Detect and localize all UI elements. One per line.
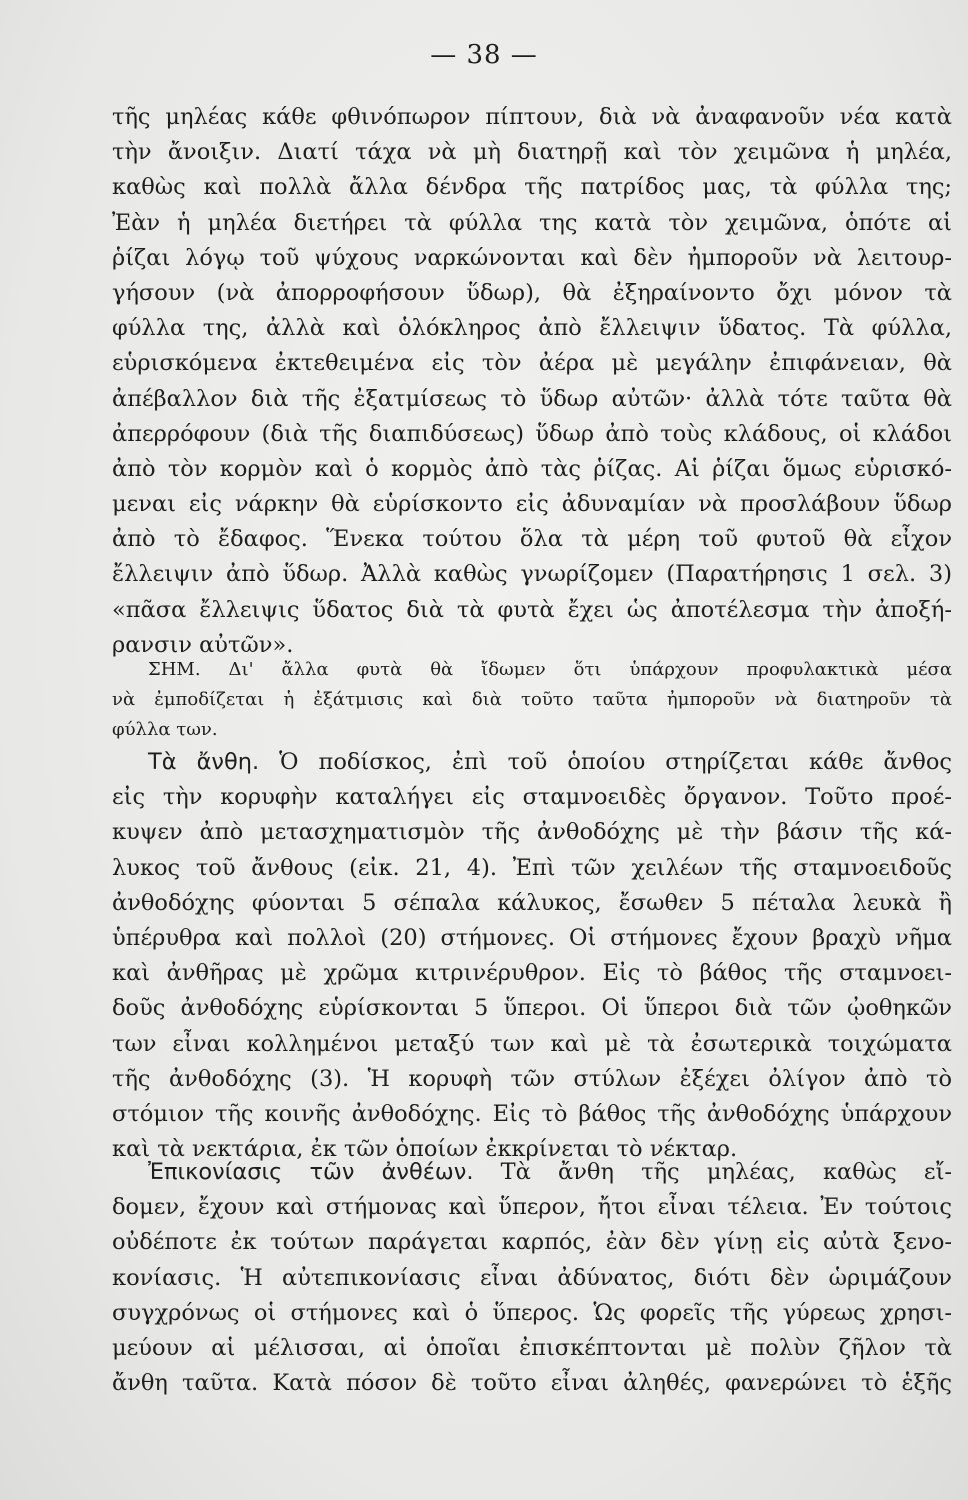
text-line: ὑπέρυθρα καὶ πολλοὶ (20) στήμονες. Οἱ στήμονες ἔχουν βραχὺ νῆμα (112, 924, 952, 951)
text-line: εὑρισκόμενα ἐκτεθειμένα εἰς τὸν ἀέρα μὲ μεγάλην ἐπιφάνειαν, θὰ (112, 350, 952, 377)
text-line: φύλλα της, ἀλλὰ καὶ ὁλόκληρος ἀπὸ ἔλλειψιν ὕδατος. Τὰ φύλλα, (112, 315, 952, 342)
text-line: «πᾶσα ἔλλειψις ὕδατος διὰ τὰ φυτὰ ἔχει ὡς ἀποτέλεσμα τὴν ἀποξή- (112, 596, 952, 623)
page-number: — 38 — (430, 40, 538, 70)
text-line: γήσουν (νὰ ἀπορροφήσουν ὕδωρ), θὰ ἐξηραίνοντο ὄχι μόνον τὰ (112, 279, 952, 306)
text-line: ρανσιν αὐτῶν». (112, 631, 294, 658)
note-line: φύλλα των. (112, 719, 218, 740)
text-run: Τὰ ἄνθη τῆς μηλέας, καθὼς εἴ- (473, 1159, 952, 1185)
text-line: ἔλλειψιν ἀπὸ ὕδωρ. Ἀλλὰ καθὼς γνωρίζομεν (Παρατήρησις 1 σελ. 3) (112, 561, 952, 588)
text-line: των εἶναι κολλημένοι μεταξύ των καὶ μὲ τὰ ἐσωτερικὰ τοιχώματα (112, 1030, 952, 1057)
paragraph-leaf-retention (112, 100, 952, 663)
text-line: τὴν ἄνοιξιν. Διατί τάχα νὰ μὴ διατηρῇ καὶ τὸν χειμῶνα ἡ μηλέα, (112, 139, 952, 166)
text-line: τῆς ἀνθοδόχης (3). Ἡ κορυφὴ τῶν στύλων ἐξέχει ὀλίγον ἀπὸ τὸ (112, 1065, 952, 1092)
text-line: καθὼς καὶ πολλὰ ἄλλα δένδρα τῆς πατρίδος μας, τὰ φύλλα της; (112, 174, 952, 201)
text-line: εἰς τὴν κορυφὴν καταλήγει εἰς σταμνοειδὲς ὄργανον. Τοῦτο προέ- (112, 784, 952, 811)
text-line: κονίασις. Ἡ αὐτεπικονίασις εἶναι ἀδύνατος, διότι δὲν ὡριμάζουν (112, 1264, 952, 1291)
text-line: τῆς μηλέας κάθε φθινόπωρον πίπτουν, διὰ νὰ ἀναφανοῦν νέα κατὰ (112, 104, 952, 130)
text-line: συγχρόνως οἱ στήμονες καὶ ὁ ὕπερος. Ὡς φορεῖς τῆς γύρεως χρησι- (112, 1299, 952, 1326)
section-pollination (112, 1155, 952, 1401)
note-line: νὰ ἐμποδίζεται ἡ ἐξάτμισις καὶ διὰ τοῦτο ταῦτα ἠμποροῦν νὰ διατηροῦν τὰ (112, 689, 952, 710)
text-line: λυκος τοῦ ἄνθους (εἰκ. 21, 4). Ἐπὶ τῶν χειλέων τῆς σταμνοειδοῦς (112, 854, 952, 881)
text-line: κυψεν ἀπὸ μετασχηματισμὸν τῆς ἀνθοδόχης μὲ τὴν βάσιν τῆς κά- (112, 819, 952, 846)
text-line: δομεν, ἔχουν καὶ στήμονας καὶ ὕπερον, ἤτοι εἶναι τέλεια. Ἐν τούτοις (112, 1194, 952, 1221)
text-line: ἀπὸ τὸν κορμὸν καὶ ὁ κορμὸς ἀπὸ τὰς ῥίζας. Αἱ ῥίζαι ὅμως εὑρισκό- (112, 455, 952, 482)
text-line: καὶ τὰ νεκτάρια, ἐκ τῶν ὁποίων ἐκκρίνεται τὸ νέκταρ. (112, 1136, 738, 1163)
text-line: ἄνθη ταῦτα. Κατὰ πόσον δὲ τοῦτο εἶναι ἀληθές, φανερώνει τὸ ἑξῆς (112, 1370, 952, 1397)
section-first-line (112, 745, 952, 780)
section-first-line (112, 1155, 952, 1190)
text-line: στόμιον τῆς κοινῆς ἀνθοδόχης. Εἰς τὸ βάθος τῆς ἀνθοδόχης ὑπάρχουν (112, 1100, 952, 1127)
text-line: οὐδέποτε ἐκ τούτων παράγεται καρπός, ἐὰν δὲν γίνῃ εἰς αὐτὰ ξενο- (112, 1229, 952, 1256)
section-heading-flowers: Τὰ ἄνθη. (148, 749, 260, 775)
section-flowers (112, 745, 952, 1167)
text-line: δοῦς ἀνθοδόχης εὑρίσκονται 5 ὕπεροι. Οἱ ὕπεροι διὰ τῶν ᾠοθηκῶν (112, 995, 952, 1022)
text-run: Ὁ ποδίσκος, ἐπὶ τοῦ ὁποίου στηρίζεται κάθε ἄνθος (259, 749, 952, 775)
text-line: μεύουν αἱ μέλισσαι, αἱ ὁποῖαι ἐπισκέπτονται μὲ πολὺν ζῆλον τὰ (112, 1334, 952, 1361)
text-line: ἀπερρόφουν (διὰ τῆς διαπιδύσεως) ὕδωρ ἀπὸ τοὺς κλάδους, οἱ κλάδοι (112, 420, 952, 447)
section-heading-pollination: Ἐπικονίασις τῶν ἀνθέων. (148, 1159, 474, 1185)
text-line: μεναι εἰς νάρκην θὰ εὑρίσκοντο εἰς ἀδυναμίαν νὰ προσλάβουν ὕδωρ (112, 491, 952, 518)
text-line: ἀνθοδόχης φύονται 5 σέπαλα κάλυκος, ἔσωθεν 5 πέταλα λευκὰ ἢ (112, 889, 952, 916)
text-line: καὶ ἀνθῆρας μὲ χρῶμα κιτρινέρυθρον. Εἰς τὸ βάθος τῆς σταμνοει- (112, 960, 952, 987)
text-line: Ἐὰν ἡ μηλέα διετήρει τὰ φύλλα της κατὰ τὸν χειμῶνα, ὁπότε αἱ (112, 209, 952, 236)
text-line: ῥίζαι λόγῳ τοῦ ψύχους ναρκώνονται καὶ δὲν ἠμποροῦν νὰ λειτουρ- (112, 244, 952, 271)
text-line: ἀπέβαλλον διὰ τῆς ἐξατμίσεως τὸ ὕδωρ αὐτῶν· ἀλλὰ τότε ταῦτα θὰ (112, 385, 952, 412)
text-line: ἀπὸ τὸ ἔδαφος. Ἕνεκα τούτου ὅλα τὰ μέρη τοῦ φυτοῦ θὰ εἶχον (112, 526, 952, 553)
note-block (112, 655, 952, 745)
note-line: ΣΗΜ. Δι' ἄλλα φυτὰ θὰ ἴδωμεν ὅτι ὑπάρχουν προφυλακτικὰ μέσα (148, 659, 952, 680)
